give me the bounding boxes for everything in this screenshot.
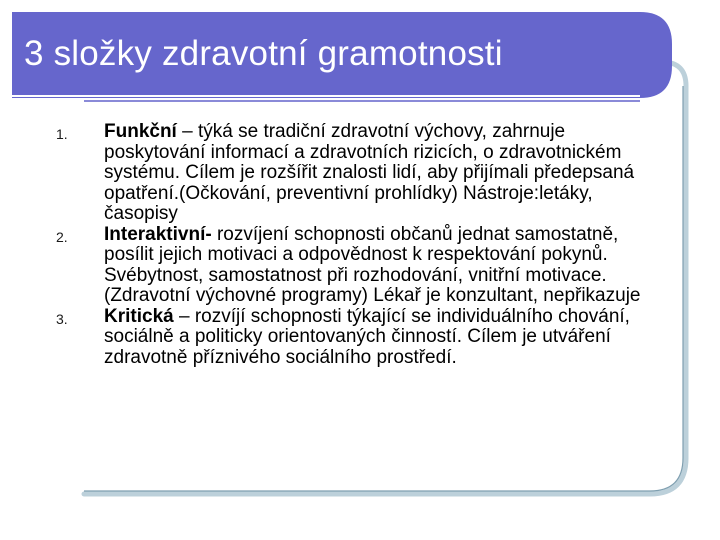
list-item-text (104, 122, 664, 225)
list-item (0, 122, 664, 225)
list-item (0, 225, 664, 307)
list-item-description: – rozvíjí schopnosti týkající se individuálního chování, sociálně a politicky orientovaných činností. Cílem je utváření zdravotně příznivého sociálního prostředí. (104, 305, 630, 368)
list-item-description: – týká se tradiční zdravotní výchovy, zahrnuje poskytování informací a zdravotních rizicích, o zdravotnickém systému. Cílem je rozšířit znalosti lidí, aby přijímali předepsaná opatření.(Očkování, preventivní prohlídky) Nástroje:letáky, časopisy (104, 121, 635, 224)
list-item-keyword: Interaktivní- (104, 223, 212, 245)
list-item-number: 1. (56, 126, 68, 142)
list-item-text (104, 225, 664, 307)
list-item-number: 3. (56, 310, 68, 327)
slide-title: 3 složky zdravotní gramotnosti (24, 34, 503, 73)
component-list (0, 122, 664, 368)
list-item-keyword: Kritická (104, 305, 174, 327)
list-item-keyword: Funkční (104, 121, 177, 142)
list-item-description: rozvíjení schopnosti občanů jednat samostatně, posílit jejich motivaci a odpovědnost k respektování pokynů. Svébytnost, samostatnost při rozhodování, vnitřní motivace.(Zdravotní výchovné programy) Lékař je konzultant, nepřikazuje (104, 223, 641, 306)
list-item (0, 307, 664, 369)
list-item-number: 2. (56, 228, 68, 245)
list-item-text (104, 307, 664, 369)
